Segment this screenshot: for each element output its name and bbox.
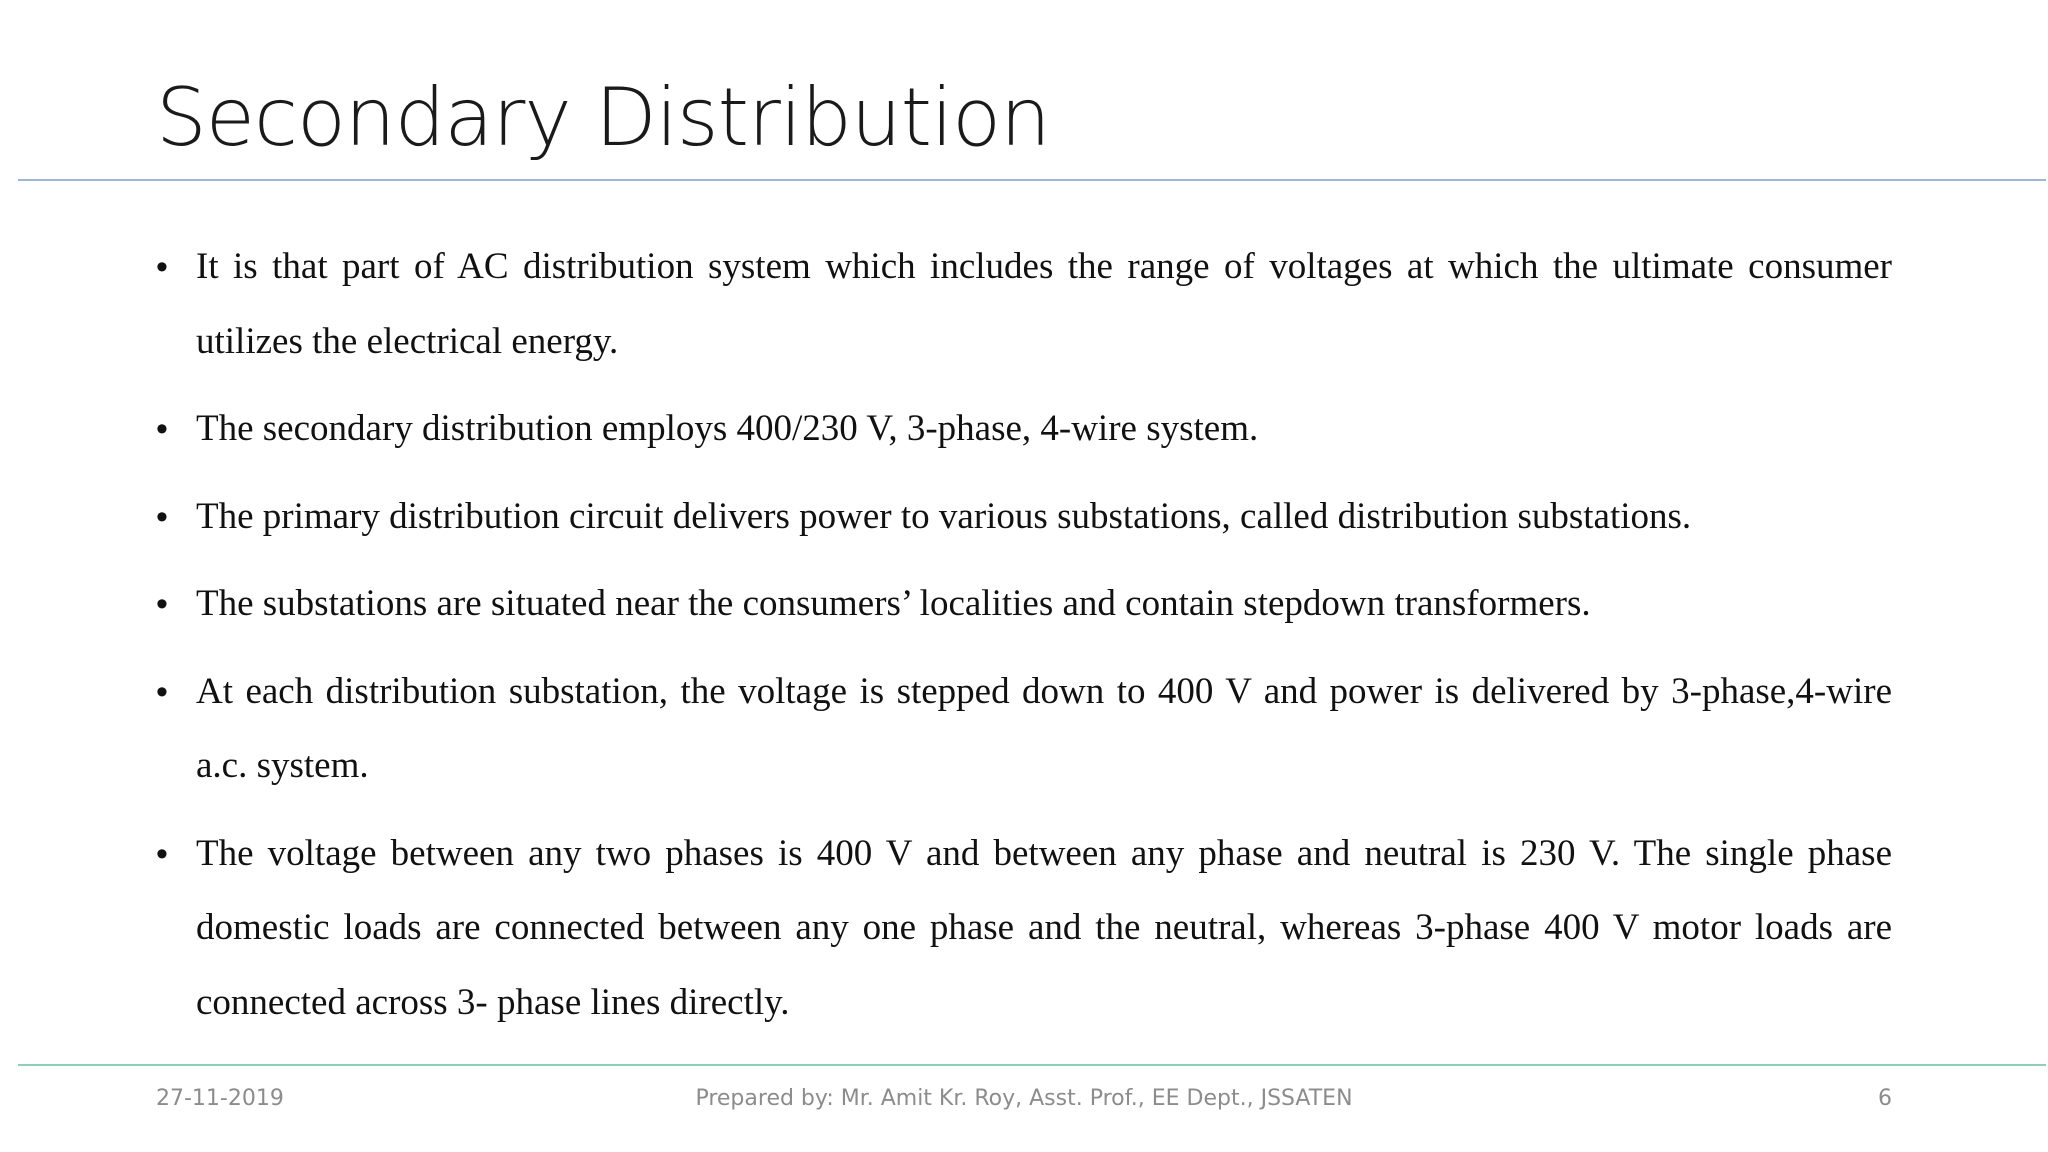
- bullet-dot-icon: •: [156, 410, 168, 448]
- bullet-dot-icon: •: [156, 248, 168, 286]
- bullet-text: The voltage between any two phases is 400 V and between any phase and neutral is 230 V. The single phase domestic loads are connected between any one phase and the neutral, whereas 3-phase 400 V motor loads are connected across 3- phase lines directly.: [196, 832, 1892, 1023]
- bullet-text: It is that part of AC distribution system which includes the range of voltages at which the ultimate consumer utilizes the electrical energy.: [196, 246, 1892, 362]
- bullet-dot-icon: •: [156, 672, 168, 711]
- title-divider: [18, 179, 2046, 181]
- bullet-item: [156, 480, 1892, 555]
- footer-date: 27-11-2019: [156, 1086, 284, 1111]
- bullet-dot-icon: •: [156, 834, 168, 873]
- footer-divider: [18, 1064, 2046, 1066]
- slide-title: Secondary Distribution: [156, 71, 1050, 164]
- bullet-text: The primary distribution circuit delivers power to various substations, called distribution substations.: [196, 495, 1692, 537]
- bullet-item: [156, 392, 1892, 467]
- bullet-text: The substations are situated near the consumers’ localities and contain stepdown transformers.: [196, 583, 1591, 624]
- bullet-dot-icon: •: [156, 585, 168, 623]
- bullet-item: [156, 817, 1892, 1041]
- bullet-item: [156, 230, 1892, 379]
- slide-body: [156, 230, 1892, 1053]
- page-number: 6: [1878, 1086, 1892, 1111]
- footer-author: Prepared by: Mr. Amit Kr. Roy, Asst. Prof., EE Dept., JSSATEN: [695, 1086, 1353, 1111]
- bullet-text: At each distribution substation, the voltage is stepped down to 400 V and power is delivered by 3-phase,4-wire a.c. system.: [196, 670, 1892, 786]
- bullet-item: [156, 655, 1892, 804]
- bullet-item: [156, 567, 1892, 642]
- bullet-dot-icon: •: [156, 497, 168, 536]
- bullet-text: The secondary distribution employs 400/230 V, 3-phase, 4-wire system.: [196, 408, 1259, 449]
